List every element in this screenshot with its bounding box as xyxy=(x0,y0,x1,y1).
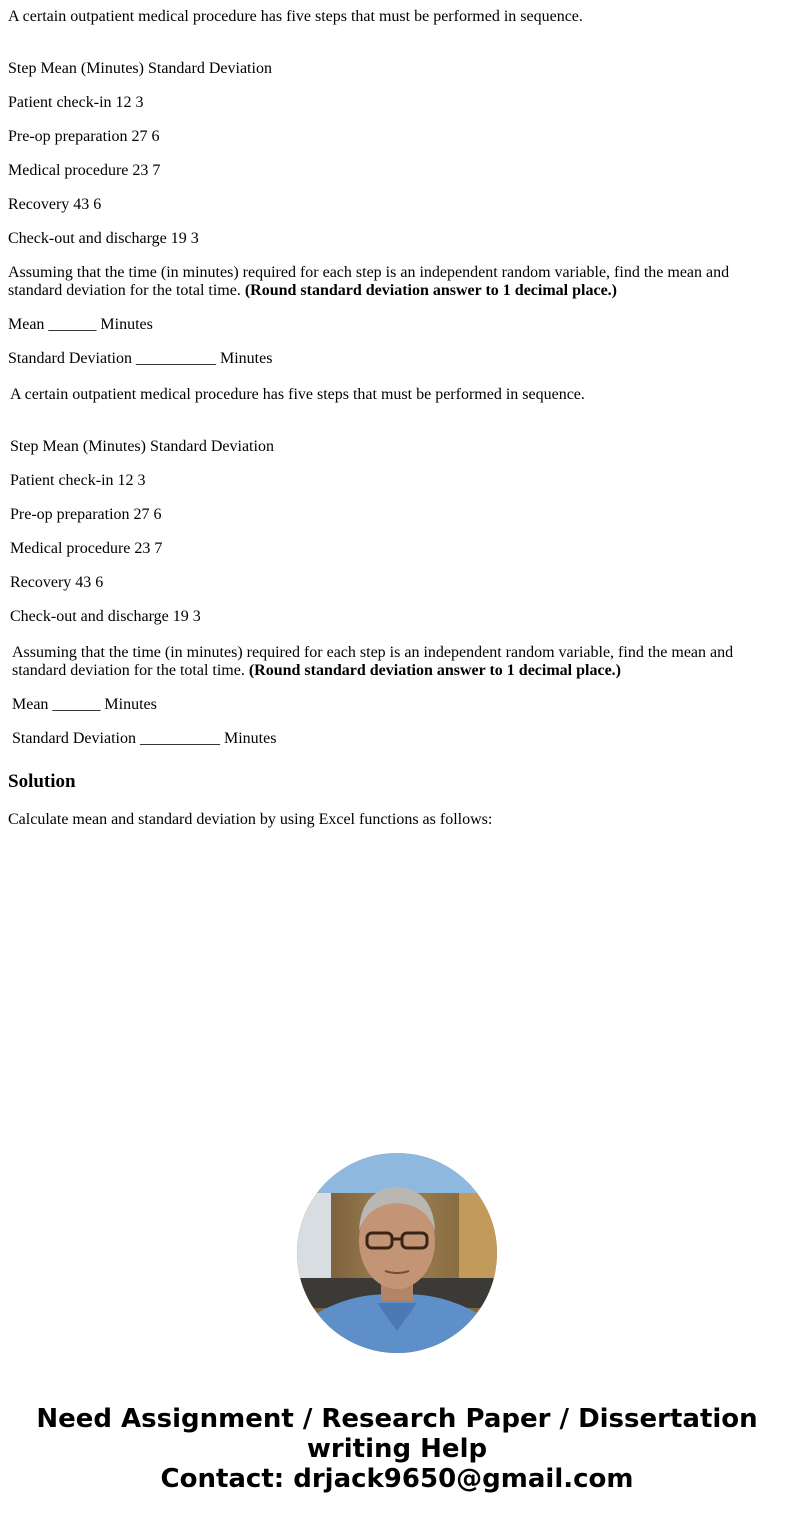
table-row: Recovery 43 6 xyxy=(10,574,104,591)
footer-contact-line: Contact: drjack9650@gmail.com xyxy=(160,1464,634,1494)
mean-answer-line: Mean ______ Minutes xyxy=(12,696,157,713)
prompt-rounding-note: (Round standard deviation answer to 1 decimal place.) xyxy=(244,282,617,299)
table-row: Medical procedure 23 7 xyxy=(8,162,161,179)
footer-line-2: writing Help xyxy=(306,1434,488,1464)
table-row: Pre-op preparation 27 6 xyxy=(8,128,160,145)
sd-answer-line: Standard Deviation __________ Minutes xyxy=(12,730,277,747)
table-header: Step Mean (Minutes) Standard Deviation xyxy=(10,438,274,455)
prompt-rounding-note: (Round standard deviation answer to 1 decimal place.) xyxy=(248,662,621,679)
question-prompt xyxy=(12,644,772,680)
avatar-portrait xyxy=(297,1153,497,1353)
tutor-avatar xyxy=(297,1153,497,1353)
table-row: Pre-op preparation 27 6 xyxy=(10,506,162,523)
mean-answer-line: Mean ______ Minutes xyxy=(8,316,153,333)
table-row: Check-out and discharge 19 3 xyxy=(8,230,199,247)
table-row: Patient check-in 12 3 xyxy=(8,94,144,111)
solution-text: Calculate mean and standard deviation by using Excel functions as follows: xyxy=(8,811,493,828)
question-prompt xyxy=(8,264,778,300)
table-header: Step Mean (Minutes) Standard Deviation xyxy=(8,60,272,77)
table-row: Medical procedure 23 7 xyxy=(10,540,163,557)
solution-heading: Solution xyxy=(8,771,76,792)
table-row: Check-out and discharge 19 3 xyxy=(10,608,201,625)
footer-line-1: Need Assignment / Research Paper / Dissertation xyxy=(36,1404,758,1434)
table-row: Recovery 43 6 xyxy=(8,196,102,213)
sd-answer-line: Standard Deviation __________ Minutes xyxy=(8,350,273,367)
prompt-text: Assuming that the time (in minutes) required for each step is an independent random variable, find the mean and standard deviation for the total time. xyxy=(8,264,730,299)
prompt-text: Assuming that the time (in minutes) required for each step is an independent random variable, find the mean and standard deviation for the total time. xyxy=(12,644,734,679)
question-intro: A certain outpatient medical procedure has five steps that must be performed in sequence. xyxy=(10,386,585,403)
question-intro: A certain outpatient medical procedure has five steps that must be performed in sequence. xyxy=(8,8,583,25)
contact-footer xyxy=(0,1404,794,1494)
table-row: Patient check-in 12 3 xyxy=(10,472,146,489)
